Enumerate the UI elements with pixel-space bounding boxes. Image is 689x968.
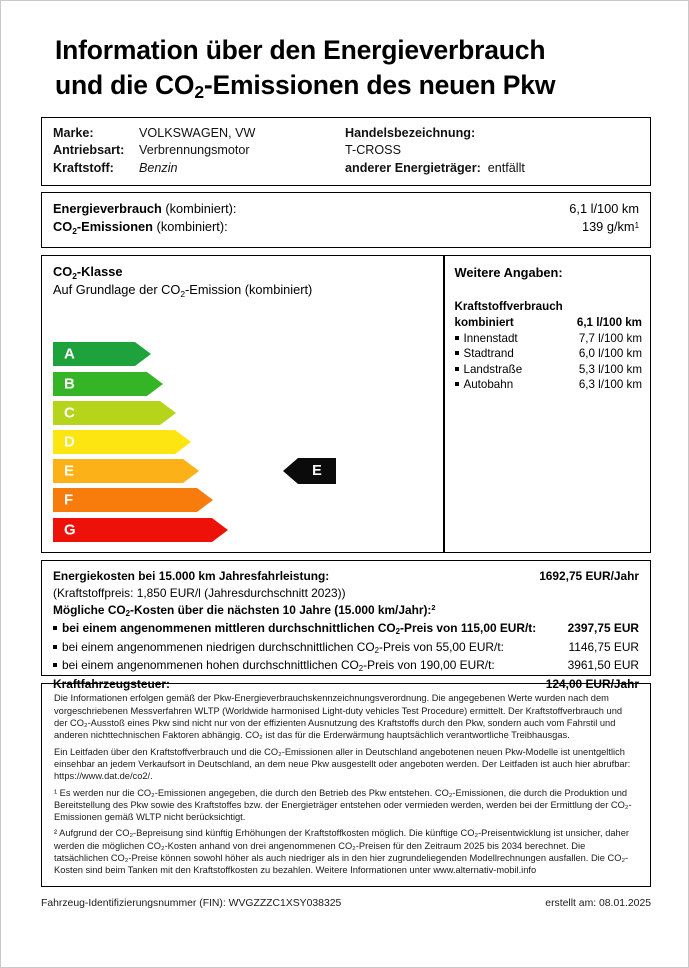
footnote-marker-2: 2 [431,603,436,613]
legal-footnote-2: ² Aufgrund der CO₂-Bepreisung sind künftig Erhöhungen der Kraftstoffkosten möglich. Die künftige CO₂-Preisentwicklung ist unsicher, daher werden die möglichen CO₂-Kosten anhand von drei angenommenen CO₂-Preisen für den Zeitraum 2025 bis 2034 berechnet. Die tatsächlichen CO₂-Preise können sowohl höher als auch niedriger als in den hier zugrundeliegenden Modellrechnungen ausfallen. Die CO₂-Kosten sind beim Tanken mit den Kraftstoffkosten zu bezahlen. Weitere Informationen unter www.alternativ-mobil.info [54,828,629,876]
bullet-icon [455,382,459,386]
anderer-energietraeger-label: anderer Energieträger: [345,160,481,175]
verbrauch-label: Autobahn [463,378,514,392]
verbrauch-row [455,377,651,393]
verbrauch-value: 6,0 l/100 km [578,347,642,361]
verbrauch-value: 7,7 l/100 km [578,331,642,345]
vehicle-info-box [41,117,651,187]
co2-price-scenario-label: bei einem angenommenen mittleren durchschnittlichen $CO_2$-Preis von 115,00 EUR/t: [62,621,537,637]
verbrauch-row [455,346,651,362]
page-footer [41,898,651,909]
footnote-marker-1: 1 [634,220,639,230]
page-title [55,33,651,103]
kraftstoffverbrauch-rows [455,331,651,393]
verbrauch-value: 6,3 l/100 km [578,378,642,392]
bullet-icon [455,351,459,355]
vehicle-row-antriebsart [53,142,639,160]
bar-arrow-icon [147,372,163,396]
weitere-angaben-title: Weitere Angaben: [454,265,563,281]
bar-body [53,518,212,542]
created-date: erstellt am: 08.01.2025 [545,898,651,910]
co2-class-heading: $CO_2$-Klasse [53,264,123,281]
vehicle-row-kraftstoff [53,160,639,178]
co2-class-scale [53,342,228,546]
co2-price-scenario-value: 2397,75 EUR [567,621,639,636]
current-class-letter: E [298,458,336,484]
energy-cost-label: Energiekosten bei 15.000 km Jahresfahrleistung: [53,569,330,584]
co2-class-bar-f [53,488,228,517]
co2-price-scenario-row [53,657,639,676]
current-class-indicator [283,458,336,484]
fuel-price-note: (Kraftstoffpreis: 1,850 EUR/l (Jahresdurchschnitt 2023)) [53,586,346,601]
legal-notes-box [41,683,651,887]
co2-emissions-label: $CO_2$-Emissionen (kombiniert): [53,219,228,236]
energy-cost-value: 1692,75 EUR/Jahr [539,569,639,584]
bar-letter: C [64,404,75,422]
bar-letter: D [64,433,75,451]
kraftstoffverbrauch-label: Kraftstoffverbrauch [454,300,563,314]
co2-price-scenario-value: 3961,50 EUR [567,658,639,673]
kraftstoff-label: Kraftstoff: [53,160,114,175]
verbrauch-row [455,331,651,347]
bar-body [53,488,197,512]
marke-value: VOLKSWAGEN, VW [139,125,256,140]
antriebsart-label: Antriebsart: [53,143,125,158]
bullet-icon [53,626,57,630]
co2-class-bar-d [53,430,228,459]
weitere-angaben-panel [445,256,651,552]
energy-consumption-row [53,200,639,218]
kraftstoffverbrauch-kombiniert-row [455,315,651,331]
consumption-box [41,192,651,248]
bar-arrow-icon [135,342,151,366]
kraftstoff-value: Benzin [139,160,178,175]
anderer-energietraeger-value: entfällt [487,160,525,175]
co2-price-scenario-row [53,639,639,658]
co2-price-scenario-row [53,620,639,639]
energy-consumption-value: 6,1 l/100 km [569,201,639,217]
co2-price-scenario-label: bei einem angenommenen hohen durchschnittlichen $CO_2$-Preis von 190,00 EUR/t: [62,658,495,674]
verbrauch-row [455,362,651,378]
co2-class-subheading: Auf Grundlage der $CO_2$-Emission (kombiniert) [53,282,313,299]
legal-footnote-1: ¹ Es werden nur die CO₂-Emissionen angegeben, die durch den Betrieb des Pkw entstehen. CO₂-Emissionen, die durch die Produktion und Bereitstellung des Pkw sowie des Kraftstoffes bzw. der Energieträger entstehen oder vermieden werden, werden bei der Ermittlung der CO₂-Emissionen gemäß WLTP nicht berücksichtigt. [54,787,632,823]
verbrauch-label: Stadtrand [463,347,514,361]
bar-letter: E [64,462,75,480]
vehicle-row-marke [53,125,639,143]
bar-arrow-icon [183,459,199,483]
bar-arrow-icon [212,518,228,542]
co2-cost-rows [53,620,639,676]
kombiniert-label: kombiniert [454,315,514,329]
bar-arrow-icon [160,401,176,425]
bullet-icon [455,336,459,340]
co2-subscript: 2 [194,82,204,103]
bar-letter: G [64,521,76,539]
page-title-line1: Information über den Energieverbrauch [55,35,546,65]
co2-class-box [41,255,651,553]
antriebsart-value: Verbrennungsmotor [139,143,250,158]
legal-paragraph-2: Ein Leitfaden über den Kraftstoffverbrauch und die CO₂-Emissionen aller in Deutschland angebotenen neuen Pkw-Modelle ist unentgeltlich einsehbar an jedem Verkaufsort in Deutschland, an dem neue Pkw ausgestellt oder angeboten werden. Der Leitfaden ist auch hier abrufbar: https://www.dat.de/co2/. [54,746,631,782]
bullet-icon [53,645,57,649]
legal-paragraph-1: Die Informationen erfolgen gemäß der Pkw-Energieverbrauchskennzeichnungsverordnung. Die angegebenen Werte wurden nach dem vorgeschriebenen Messverfahren WLTP (Worldwide harmonised Light-duty vehicles Test Procedure) ermittelt. Der Kraftstoffverbrauch und der CO₂-Ausstoß eines Pkw sind nicht nur von der effizienten Ausnutzung des Kraftstoffs durch den Pkw, sondern auch vom Fahrstil und anderen nichttechnischen Faktoren abhängig. CO₂ ist das für die Erderwärmung hauptsächlich verantwortliche Treibhausgas. [54,693,623,741]
co2-emissions-value: 139 $g/km^1$ [581,219,639,235]
bar-letter: B [64,375,75,393]
co2-class-bar-e [53,459,228,488]
bar-arrow-icon [197,488,213,512]
verbrauch-label: Innenstadt [463,331,518,345]
bar-letter: F [64,491,74,509]
co2-class-bar-b [53,372,228,401]
bar-arrow-icon [175,430,191,454]
co2-costs-heading: Mögliche $CO_2$-Kosten über die nächsten 10 Jahre (15.000 km/Jahr):$^2$ [53,602,436,618]
vin-text: Fahrzeug-Identifizierungsnummer (FIN): WVGZZZC1XSY038325 [41,898,342,910]
energy-consumption-label: Energieverbrauch (kombiniert): [53,201,237,217]
handelsbezeichnung-label: Handelsbezeichnung: [345,125,476,140]
vehicle-tax-value: 124,00 EUR/Jahr [545,677,639,691]
co2-class-scale-panel [42,256,443,552]
energy-cost-row [53,568,639,585]
co2-price-scenario-label: bei einem angenommenen niedrigen durchschnittlichen $CO_2$-Preis von 55,00 EUR/t: [62,639,504,655]
bullet-icon [53,663,57,667]
bullet-icon [455,367,459,371]
page-title-line2: und die $CO_2$-Emissionen des neuen Pkw [55,69,556,103]
handelsbezeichnung-value: T-CROSS [345,143,401,158]
kombiniert-value: 6,1 l/100 km [576,315,642,329]
costs-box [41,560,651,691]
marke-label: Marke: [53,125,94,140]
co2-class-bar-g [53,518,228,547]
vehicle-tax-label: Kraftfahrzeugsteuer: [53,677,170,691]
indicator-arrow-icon [283,458,298,484]
bar-letter: A [64,345,75,363]
verbrauch-value: 5,3 l/100 km [578,362,642,376]
co2-class-bar-a [53,342,228,371]
co2-class-bar-c [53,401,228,430]
verbrauch-label: Landstraße [463,362,523,376]
co2-emissions-row [53,218,639,238]
co2-price-scenario-value: 1146,75 EUR [568,639,639,654]
